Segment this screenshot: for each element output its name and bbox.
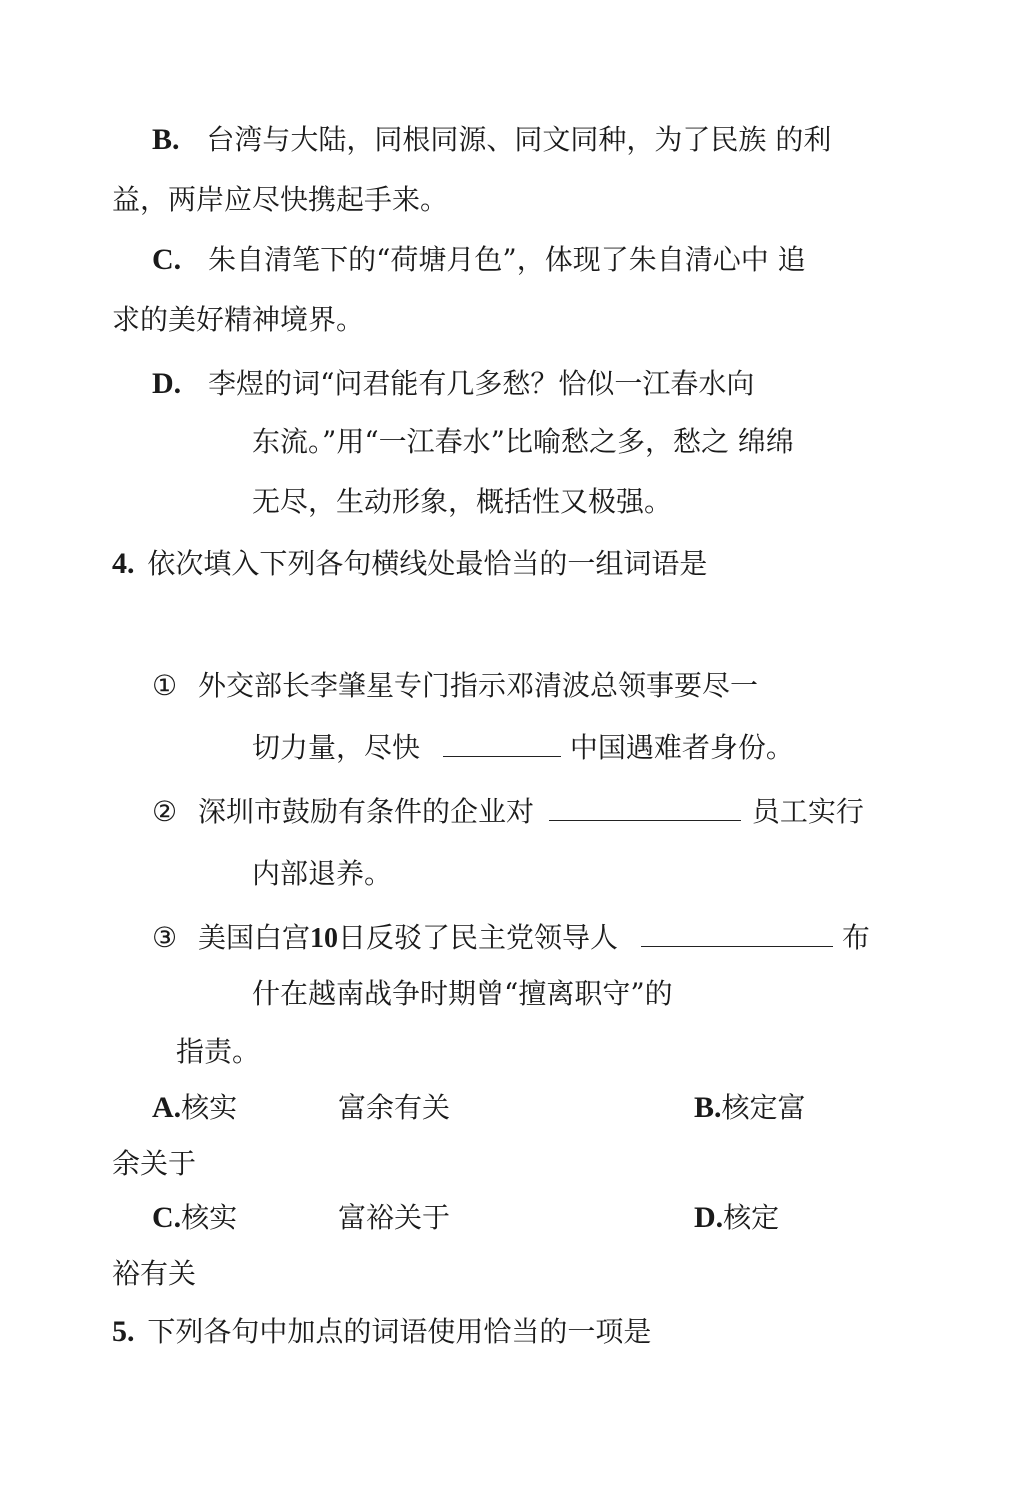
sentence-1-line-2 [252,730,794,766]
sentence-1-text: 外交部长李肇星专门指示邓清波总领事要尽一 [198,669,759,702]
option-d-line-3: 无尽，生动形象，概括性又极强。 [252,485,673,518]
option-d-line-1 [152,366,754,402]
sentence-3-blank [641,920,833,947]
choice-b-wrap: 余关于 [112,1147,197,1180]
question-5-number: 5. [112,1315,135,1348]
sentence-2-line-2: 内部退养。 [252,857,393,890]
choice-a-word-1: 核实 [181,1091,238,1124]
option-b-line-2: 益，两岸应尽快携起手来。 [112,183,449,216]
option-c-text: 朱自清笔下的“荷塘月色”，体现了朱自清心中 追 [208,243,806,276]
choice-c-word-2: 富裕关于 [338,1201,451,1234]
sentence-2-text-a: 深圳市鼓励有条件的企业对 [198,795,535,828]
option-c-line-1 [152,242,806,278]
option-b-line-1 [152,122,831,158]
question-4-number: 4. [112,547,135,580]
sentence-3-text-c: 布 [841,921,870,954]
question-5-text: 下列各句中加点的词语使用恰当的一项是 [147,1315,652,1348]
choice-b-word-1: 核定富 [721,1091,806,1124]
option-b-label: B. [152,123,180,156]
sentence-3-date-number: 10 [310,923,339,954]
choice-a-word-2: 富余有关 [338,1091,451,1124]
sentence-1-marker: ① [152,669,178,702]
sentence-2-blank [549,794,741,821]
sentence-1-blank [443,730,561,757]
option-d-line-2: 东流。”用“一江春水”比喻愁之多，愁之 绵绵 [252,425,794,458]
choice-c [152,1200,237,1236]
question-4-text: 依次填入下列各句横线处最恰当的一组词语是 [147,547,708,580]
option-d-label: D. [152,367,182,400]
question-4-stem [112,546,707,582]
sentence-3-line-3: 指责。 [176,1035,261,1068]
option-c-label: C. [152,243,182,276]
question-5-stem [112,1314,651,1350]
sentence-1-text-b: 中国遇难者身份。 [569,731,794,764]
choice-a-label: A. [152,1091,182,1124]
option-c-line-2: 求的美好精神境界。 [112,303,365,336]
sentence-3-line-1 [152,920,870,957]
choice-b-label: B. [694,1091,722,1124]
option-d-text: 李煜的词“问君能有几多愁？恰似一江春水向 [208,367,755,400]
choice-d-label: D. [694,1201,724,1234]
sentence-3-text-a: 美国白宫 [198,921,311,954]
sentence-3-line-2: 什在越南战争时期曾“擅离职守”的 [252,977,673,1010]
sentence-2-text-b: 员工实行 [751,795,864,828]
choice-d-word-1: 核定 [723,1201,780,1234]
sentence-3-marker: ③ [152,921,178,954]
choice-c-label: C. [152,1201,182,1234]
sentence-1-text-a: 切力量，尽快 [252,731,421,764]
choice-d-wrap: 裕有关 [112,1257,197,1290]
choice-a [152,1090,237,1126]
sentence-2-marker: ② [152,795,178,828]
sentence-2-line-1 [152,794,864,830]
sentence-1-line-1 [152,668,758,704]
choice-d [694,1200,779,1236]
choice-c-word-1: 核实 [181,1201,238,1234]
option-b-text: 台湾与大陆，同根同源、同文同种，为了民族 的利 [206,123,832,156]
choice-b [694,1090,806,1126]
sentence-3-text-b: 日反驳了民主党领导人 [338,921,619,954]
